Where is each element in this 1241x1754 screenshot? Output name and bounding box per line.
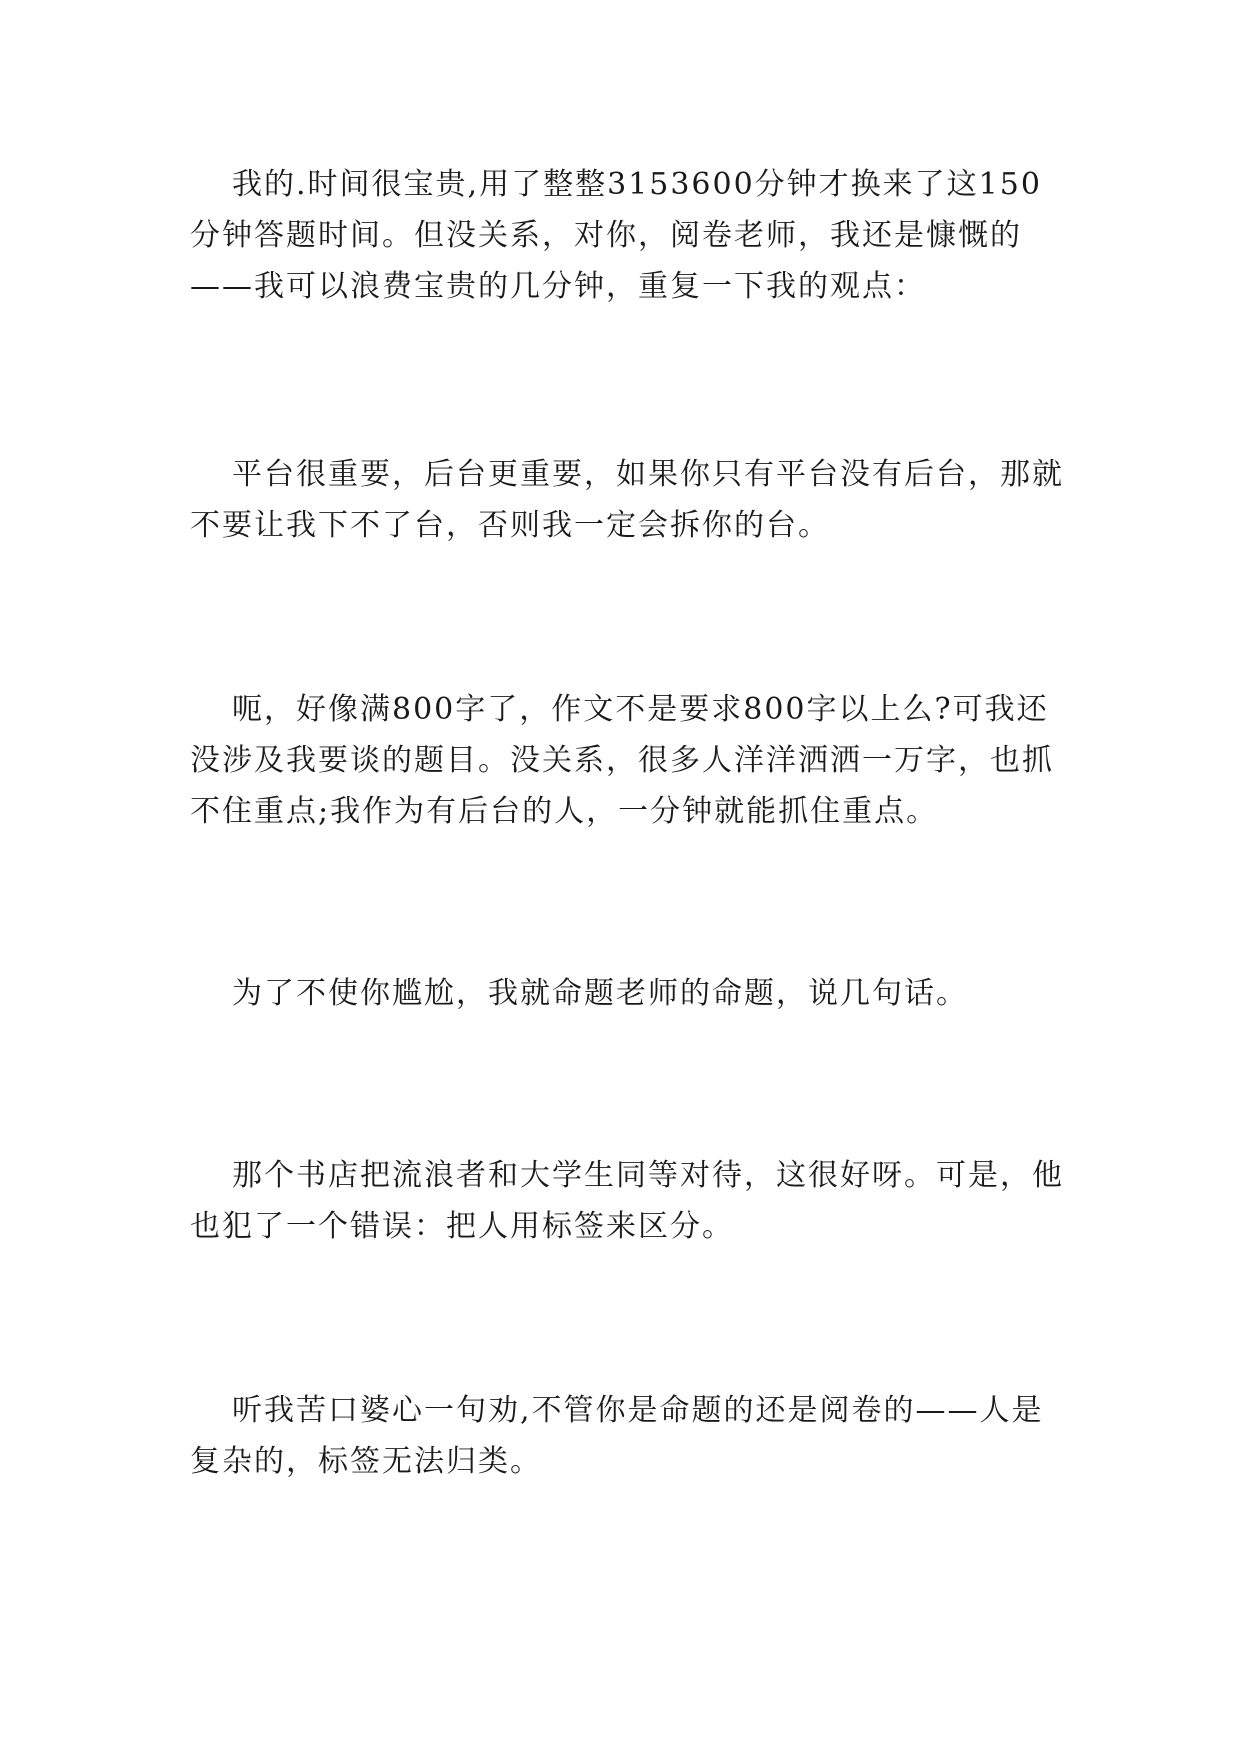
paragraph-5: 那个书店把流浪者和大学生同等对待，这很好呀。可是，他也犯了一个错误：把人用标签来区分。 <box>190 1158 1064 1244</box>
paragraph-1: 我的.时间很宝贵,用了整整3153600分钟才换来了这150分钟答题时间。但没关系，对你，阅卷老师，我还是慷慨的——我可以浪费宝贵的几分钟，重复一下我的观点： <box>190 167 1042 304</box>
paragraph-4: 为了不使你尴尬，我就命题老师的命题，说几句话。 <box>232 976 968 1011</box>
paragraph-6: 听我苦口婆心一句劝,不管你是命题的还是阅卷的——人是复杂的，标签无法归类。 <box>190 1393 1044 1479</box>
paragraph-2: 平台很重要，后台更重要，如果你只有平台没有后台，那就不要让我下不了台，否则我一定会拆你的台。 <box>190 457 1064 543</box>
paragraph-3: 呃，好像满800字了，作文不是要求800字以上么?可我还没涉及我要谈的题目。没关系，很多人洋洋洒洒一万字，也抓不住重点;我作为有后台的人，一分钟就能抓住重点。 <box>190 692 1054 829</box>
